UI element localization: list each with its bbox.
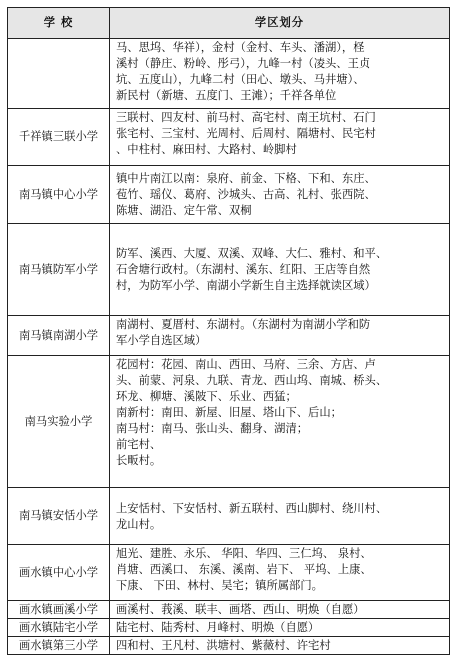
district-line: 马、思坞、华祥），金村（金村、车头、潘湖），柽 xyxy=(116,41,365,54)
school-name-cell: 南马镇防军小学 xyxy=(8,224,110,316)
district-line: 三联村、四友村、前马村、高宅村、南王坑村、石门 xyxy=(116,111,376,124)
school-name-cell: 南马镇安恬小学 xyxy=(8,488,110,545)
district-cell xyxy=(110,488,450,545)
district-cell xyxy=(110,316,450,356)
district-line: 龙山村。 xyxy=(116,517,162,531)
table-row xyxy=(8,109,450,166)
district-line: 四和村、王凡村、洪塘村、紫薇村、许宅村 xyxy=(116,639,331,652)
table-header-row xyxy=(8,8,450,39)
district-cell xyxy=(110,619,450,637)
table-row xyxy=(8,356,450,488)
district-line: 陆宅村、陆秀村、月峰村、明焕（自愿） xyxy=(116,621,320,634)
table-row xyxy=(8,545,450,601)
district-line: 防军、溪西、大厦、双溪、双峰、大仁、雅村、和平、 xyxy=(116,247,388,260)
district-line: 、中柱村、麻田村、大路村、岭脚村 xyxy=(116,143,297,156)
district-line: 旭光、建胜、永乐、 华阳、华四、三仁坞、 泉村、 xyxy=(116,547,372,560)
header-school: 学 校 xyxy=(8,8,110,39)
school-name-cell: 南马实验小学 xyxy=(8,356,110,488)
school-name-cell: 南马镇南湖小学 xyxy=(8,316,110,356)
document-page xyxy=(7,7,449,655)
district-line: 上安恬村、下安恬村、新五联村、西山脚村、绕川村、 xyxy=(116,501,388,515)
district-line: 画溪村、莪溪、联丰、画塔、西山、明焕（自愿） xyxy=(116,603,365,616)
district-cell xyxy=(110,39,450,109)
district-line: 军小学自选区域） xyxy=(116,334,207,347)
school-name-cell xyxy=(8,39,110,109)
district-line: 长畈村。 xyxy=(116,454,162,467)
district-cell xyxy=(110,109,450,166)
district-cell xyxy=(110,637,450,655)
school-name-cell: 画水镇陆宅小学 xyxy=(8,619,110,637)
district-cell xyxy=(110,356,450,488)
district-line: 坑、五度山），九峰二村（田心、墩头、马井塘）、 xyxy=(116,73,365,86)
school-name-cell: 千祥镇三联小学 xyxy=(8,109,110,166)
school-district-table xyxy=(7,7,450,655)
district-line: 陈塘、湖沿、定午常、双桐 xyxy=(116,204,252,217)
district-line: 肖塘、西溪口、 东溪、溪南、岩下、 平坞、上康、 xyxy=(116,563,372,576)
district-line: 前宅村、 xyxy=(116,438,162,451)
table-row xyxy=(8,224,450,316)
district-line: 南马村：南马、张山头、翻身、湖清； xyxy=(116,422,309,435)
district-cell xyxy=(110,601,450,619)
table-row xyxy=(8,488,450,545)
district-line: 苞竹、瑶仪、葛府、沙城头、古高、礼村、张西院、 xyxy=(116,188,376,201)
header-district: 学区划分 xyxy=(110,8,450,39)
district-cell xyxy=(110,166,450,224)
school-name-cell: 画水镇中心小学 xyxy=(8,545,110,601)
district-line: 镇中片南江以南：泉府、前金、下格、下和、东庄、 xyxy=(116,172,376,185)
table-row xyxy=(8,619,450,637)
district-line: 村，为防军小学、南湖小学新生自主选择就读区域） xyxy=(116,279,376,292)
table-row xyxy=(8,316,450,356)
school-name-cell: 画水镇第三小学 xyxy=(8,637,110,655)
district-line: 南湖村、夏厝村、东湖村。（东湖村为南湖小学和防 xyxy=(116,318,371,331)
table-row xyxy=(8,39,450,109)
district-line: 环龙、柳塘、溪陂下、乐业、西猛； xyxy=(116,390,297,403)
district-line: 溪村（静庄、粉岭、彤弓），九峰一村（凌头、王贞 xyxy=(116,57,371,70)
district-cell xyxy=(110,545,450,601)
table-row xyxy=(8,601,450,619)
school-name-cell: 画水镇画溪小学 xyxy=(8,601,110,619)
district-line: 下康、 下田、林村、吴宅；镇所属部门。 xyxy=(116,579,323,592)
district-cell xyxy=(110,224,450,316)
district-line: 新民村（新塘、五度门、王滩）；千祥各单位 xyxy=(116,89,337,102)
district-line: 花园村：花园、南山、西田、马府、三余、方店、卢 xyxy=(116,358,376,371)
district-line: 南新村：南田、新屋、旧屋、塔山下、后山； xyxy=(116,406,342,419)
district-line: 石舍塘行政村。（东湖村、溪东、红阳、王店等自然 xyxy=(116,263,371,276)
school-name-cell: 南马镇中心小学 xyxy=(8,166,110,224)
district-line: 张宅村、三宝村、光周村、后周村、隔塘村、民宅村 xyxy=(116,127,376,140)
table-row xyxy=(8,166,450,224)
table-row xyxy=(8,637,450,655)
district-line: 头、前蒙、河泉、九联、青龙、西山坞、南城、桥头、 xyxy=(116,374,388,387)
